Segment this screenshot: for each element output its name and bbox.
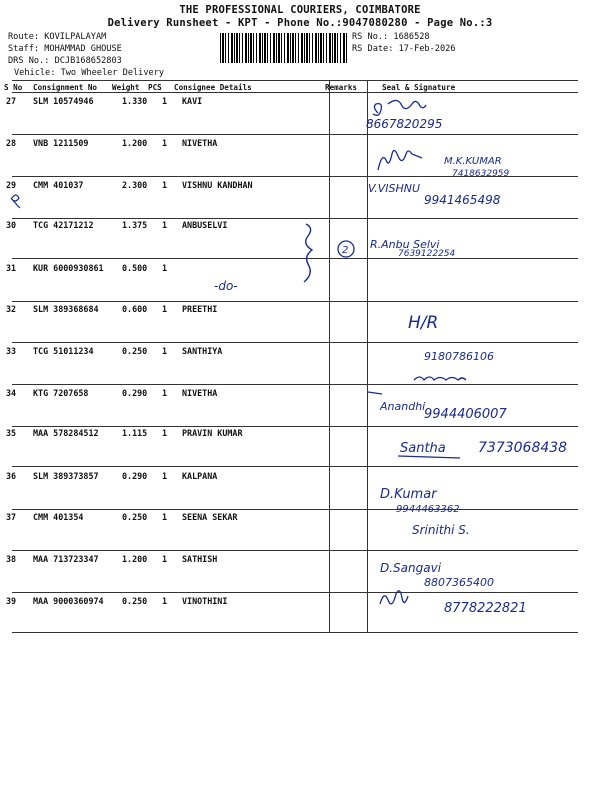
- bottom-rule: [12, 632, 578, 633]
- row-consignee: KAVI: [182, 96, 203, 106]
- col-header-consignee: Consignee Details: [174, 83, 252, 92]
- row-36-signature: [380, 487, 460, 515]
- row-pcs: 1: [162, 180, 168, 190]
- row-consignment-no: KUR 6000930861: [33, 263, 104, 273]
- row-pcs: 1: [162, 96, 168, 106]
- row-weight: 1.375: [122, 220, 148, 230]
- row-divider: [12, 218, 578, 219]
- row-39-phone: 8778222821: [444, 601, 527, 616]
- header-rule: [12, 92, 578, 93]
- row-consignment-no: SLM 389373857: [33, 471, 99, 481]
- row-divider: [12, 384, 578, 385]
- row-sno: 31: [6, 263, 17, 273]
- row-33-phone: 9180786106: [424, 350, 494, 363]
- row-35-signature: [398, 440, 567, 458]
- row-32-signature: [408, 313, 438, 333]
- row-pcs: 1: [162, 263, 168, 273]
- row-35-sig: Santha: [400, 441, 446, 456]
- row-pcs: 1: [162, 428, 168, 438]
- row-weight: 0.290: [122, 388, 148, 398]
- row-38-sig: D.Sangavi: [380, 561, 442, 575]
- row-sno: 27: [6, 96, 17, 106]
- row-weight: 0.250: [122, 346, 148, 356]
- row-29-name: V.VISHNU: [368, 182, 421, 195]
- row-sno: 37: [6, 512, 17, 522]
- row-consignee: VINOTHINI: [182, 596, 228, 606]
- row-consignee: PRAVIN KUMAR: [182, 428, 243, 438]
- row-weight: 1.200: [122, 554, 148, 564]
- row-29-phone: 9941465498: [424, 193, 501, 207]
- row-divider: [12, 550, 578, 551]
- row-32-sig: H/R: [408, 313, 439, 333]
- col-header-sno: S No: [4, 83, 23, 92]
- row-divider: [12, 426, 578, 427]
- row-consignment-no: CMM 401037: [33, 180, 84, 190]
- row-sno: 38: [6, 554, 17, 564]
- col-header-consignment: Consignment No: [33, 83, 98, 92]
- row-consignee: SANTHIYA: [182, 346, 223, 356]
- row-consignment-no: TCG 42171212: [33, 220, 94, 230]
- row-sno: 32: [6, 304, 17, 314]
- row-divider: [12, 342, 578, 343]
- runsheet-title: Delivery Runsheet - KPT - Phone No.:9047080280 - Page No.:3: [107, 17, 493, 29]
- row-pcs: 1: [162, 596, 168, 606]
- row-divider: [12, 592, 578, 593]
- row-weight: 0.600: [122, 304, 148, 314]
- row-consignee: NIVETHA: [182, 388, 218, 398]
- barcode: [220, 33, 348, 63]
- row-consignment-no: SLM 10574946: [33, 96, 94, 106]
- row-weight: 0.290: [122, 471, 148, 481]
- row-consignee: VISHNU KANDHAN: [182, 180, 253, 190]
- row-sno: 34: [6, 388, 17, 398]
- row-28-name: M.K.KUMAR: [444, 156, 502, 167]
- row-pcs: 1: [162, 554, 168, 564]
- row-27-signature: [366, 100, 442, 131]
- row-weight: 2.300: [122, 180, 148, 190]
- row-sno: 39: [6, 596, 17, 606]
- drs-label: DRS No.: DCJB168652803: [8, 56, 122, 66]
- row-36-name: D.Kumar: [380, 487, 437, 502]
- row-consignment-no: SLM 389368684: [33, 304, 99, 314]
- row-34-phone: 9944406007: [424, 407, 507, 422]
- row-34-signature: [368, 392, 507, 422]
- row-consignee: SEENA SEKAR: [182, 512, 238, 522]
- row-38-phone: 8807365400: [424, 576, 494, 589]
- vehicle-label: Vehicle: Two Wheeler Delivery: [14, 68, 165, 78]
- row-33-signature: [414, 350, 494, 380]
- row-28-signature: [378, 150, 510, 179]
- row-27-phone: 8667820295: [366, 117, 443, 131]
- row-sno: 35: [6, 428, 17, 438]
- row-consignee: PREETHI: [182, 304, 218, 314]
- row-consignment-no: MAA 9000360974: [33, 596, 104, 606]
- row-weight: 0.250: [122, 596, 148, 606]
- row-pcs: 1: [162, 346, 168, 356]
- row-divider: [12, 466, 578, 467]
- row-pcs: 1: [162, 512, 168, 522]
- row-34-name: Anandhi: [380, 400, 426, 413]
- row-consignment-no: MAA 713723347: [33, 554, 99, 564]
- row-weight: 1.115: [122, 428, 148, 438]
- row-pcs: 1: [162, 220, 168, 230]
- row-pcs: 1: [162, 388, 168, 398]
- row-pcs: 1: [162, 471, 168, 481]
- row-weight: 1.200: [122, 138, 148, 148]
- row-sno: 36: [6, 471, 17, 481]
- row-divider: [12, 301, 578, 302]
- rs-date: RS Date: 17-Feb-2026: [352, 44, 456, 54]
- row-consignee: SATHISH: [182, 554, 218, 564]
- table-top-rule: [12, 80, 578, 81]
- row-consignee: ANBUSELVI: [182, 220, 228, 230]
- row-29-signature: [11, 182, 501, 208]
- row-37-signature: [412, 523, 470, 537]
- row-38-signature: [380, 561, 494, 589]
- row-weight: 0.250: [122, 512, 148, 522]
- col-header-signature: Seal & Signature: [382, 83, 456, 92]
- row-sno: 28: [6, 138, 17, 148]
- row-divider: [12, 509, 578, 510]
- col-header-remarks: Remarks: [325, 83, 358, 92]
- row-sno: 30: [6, 220, 17, 230]
- row-sno: 29: [6, 180, 17, 190]
- row-weight: 0.500: [122, 263, 148, 273]
- row-divider: [12, 134, 578, 135]
- staff-label: Staff: MOHAMMAD GHOUSE: [8, 44, 122, 54]
- row-consignment-no: TCG 51011234: [33, 346, 94, 356]
- row-consignee: KALPANA: [182, 471, 218, 481]
- rs-number: RS No.: 1686528: [352, 32, 430, 42]
- row-consignment-no: KTG 7207658: [33, 388, 89, 398]
- row-divider: [12, 176, 578, 177]
- row-31-ditto: -do-: [214, 279, 238, 293]
- company-title: THE PROFESSIONAL COURIERS, COIMBATORE: [179, 4, 421, 16]
- row-sno: 33: [6, 346, 17, 356]
- row-30-mark: 2: [342, 245, 349, 256]
- row-pcs: 1: [162, 304, 168, 314]
- route-label: Route: KOVILPALAYAM: [8, 32, 107, 42]
- row-consignment-no: VNB 1211509: [33, 138, 89, 148]
- row-divider: [12, 258, 578, 259]
- col-header-weight: Weight: [112, 83, 140, 92]
- row-30-name: R.Anbu Selvi: [370, 238, 440, 251]
- row-consignee: NIVETHA: [182, 138, 218, 148]
- row-35-phone: 7373068438: [478, 440, 568, 456]
- row-36-phone: 9944463362: [396, 504, 460, 515]
- row-consignment-no: CMM 401354: [33, 512, 84, 522]
- col-header-pcs: PCS: [148, 83, 162, 92]
- row-pcs: 1: [162, 138, 168, 148]
- row-consignment-no: MAA 578284512: [33, 428, 99, 438]
- row-37-sig: Srinithi S.: [412, 523, 470, 537]
- row-weight: 1.330: [122, 96, 148, 106]
- row-30-phone: 7639122254: [398, 249, 456, 259]
- row-39-signature: [380, 591, 527, 616]
- row-28-phone: 7418632959: [452, 169, 510, 179]
